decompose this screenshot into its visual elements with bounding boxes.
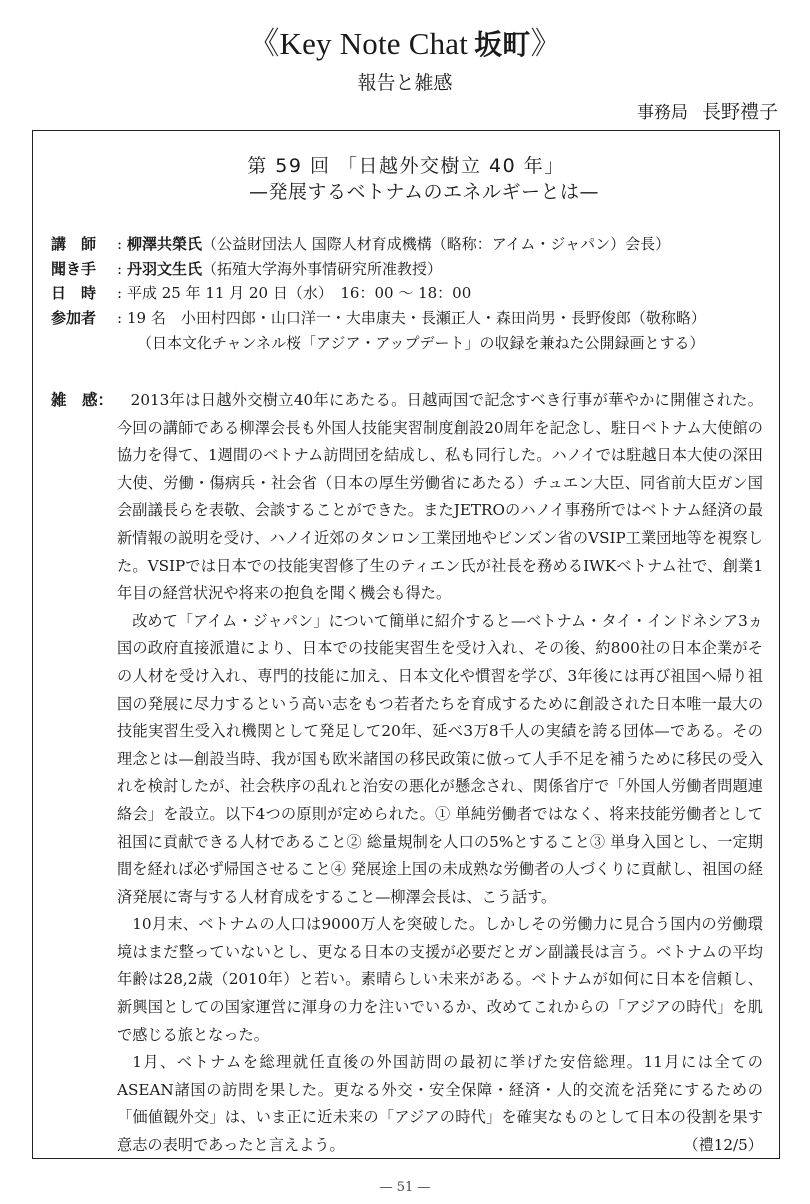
lecture-title-block — [33, 153, 779, 205]
main-title — [0, 22, 810, 67]
signature: （禮12/5） — [683, 1136, 763, 1155]
info-colon: : — [117, 284, 123, 303]
recording-note: （日本文化チャンネル桜「アジア・アップデート」の収録を兼ねた公開録画とする） — [137, 334, 705, 353]
lecture-subtitle: —発展するベトナムのエネルギーとは— — [248, 181, 600, 203]
lecture-title: 第 59 回 「日越外交樹立 40 年」 — [247, 155, 565, 177]
interviewer-name: 丹羽文生氏 — [127, 259, 203, 278]
event-info — [51, 232, 771, 356]
page-number: — 51 — — [379, 1180, 431, 1195]
interviewer-affiliation: （拓殖大学海外事情研究所准教授） — [202, 259, 443, 278]
title-prefix: 《Key Note Chat — [248, 26, 469, 61]
date-value: 平成 25 年 11 月 20 日（水） 16：00 〜 18：00 — [127, 284, 472, 303]
info-row-speaker — [51, 232, 771, 257]
author-line — [637, 98, 778, 127]
title-suffix: 》 — [530, 26, 562, 61]
header-subtitle: 報告と雑感 — [357, 72, 453, 94]
title-kanji: 坂町 — [474, 28, 531, 61]
essay-paragraph-4 — [117, 1049, 763, 1159]
essay-paragraph-4-text: 1月、ベトナムを総理就任直後の外国訪問の最初に挙げた安倍総理。11月には全てのASEAN諸国の訪問を果した。更なる外交・安全保障・経済・人的交流を活発にするための「価値観外交」は、いま正に近未来の「アジアの時代」を確実なものとして日本の役割を果す意志の表明であったと言えよう。 — [117, 1053, 763, 1155]
essay-paragraph-1: 2013年は日越外交樹立40年にあたる。日越両国で記念すべき行事が華やかに開催された。今回の講師である柳澤会長も外国人技能実習制度創設20周年を記念し、駐日ベトナム大使館の協力を得て、1週間のベトナム訪問団を結成し、私も同行した。ハノイでは駐越日本大使の深田大使、労働・傷病兵・社会省（日本の厚生労働省にあたる）チュエン大臣、同省前大臣ガン国会副議長らを表敬、会談することができた。またJETROのハノイ事務所ではベトナム経済の最新情報の説明を受け、ハノイ近郊のタンロン工業団地やビンズン省のVSIP工業団地等を視察した。VSIPでは日本での技能実習修了生のティエン氏が社長を務めるIWKベトナム社で、創業1年目の経営状況や将来の抱負を聞く機会も得た。 — [117, 391, 763, 603]
speaker-name: 柳澤共榮氏 — [127, 235, 203, 253]
participants-value: 19 名 小田村四郎・山口洋一・大串康夫・長瀬正人・森田尚男・長野俊郎（敬称略） — [127, 308, 706, 327]
date-label: 日 時 — [51, 284, 97, 303]
author-name: 長野禮子 — [701, 101, 778, 123]
info-colon: : — [117, 259, 123, 278]
essay-paragraph-2: 改めて「アイム・ジャパン」について簡単に紹介すると—ベトナム・タイ・インドネシア3ヵ国の政府直接派遣により、日本での技能実習生を受け入れ、その後、約800社の日本企業がその人材を受け入れ、専門的技能に加え、日本文化や慣習を学び、3年後には再び祖国へ帰り祖国の発展に尽力するという高い志をもつ若者たちを育成するために創設された日本唯一最大の技能実習生受入れ機関として発足して20年、延べ3万8千人の実績を誇る団体—である。その理念とは—創設当時、我が国も欧米諸国の移民政策に倣って人手不足を補うために移民の受入れを検討したが、社会秩序の乱れと治安の悪化が懸念され、関係省庁で「外国人労働者問題連絡会」を設立。以下4つの原則が定められた。① 単純労働者ではなく、将来技能労働者として祖国に貢献できる人材であること② 総量規制を人口の5%とすること③ 単身入国とし、一定期間を経れば必ず帰国させること④ 発展途上国の未成熟な労働者の人づくりに貢献し、祖国の経済発展に寄与する人材育成をすること—柳澤会長は、こう話す。 — [117, 611, 764, 906]
info-row-participants — [51, 306, 771, 331]
info-row-interviewer — [51, 257, 771, 282]
essay-body — [117, 387, 763, 1160]
essay-paragraph-3: 10月末、ベトナムの人口は9000万人を突破した。しかしその労働力に見合う国内の労働環境はまだ整っていないとし、更なる日本の支援が必要だとガン副議長は言う。ベトナムの平均年齢は28,2歳（2010年）と若い。素晴らしい未来がある。ベトナムが如何に日本を信頼し、新興国としての国家運営に渾身の力を注いでいるか、改めてこれからの「アジアの時代」を肌で感じる旅となった。 — [117, 915, 763, 1044]
author-role: 事務局 — [636, 103, 688, 123]
interviewer-label: 聞き手 — [51, 259, 97, 278]
info-colon: : — [117, 308, 123, 327]
info-row-date — [51, 281, 771, 306]
speaker-value — [127, 232, 670, 257]
interviewer-value — [127, 257, 442, 282]
page-header — [0, 22, 810, 97]
report-box — [32, 130, 780, 1159]
essay-label: 雑 感： — [51, 391, 114, 409]
info-colon: : — [117, 235, 123, 253]
speaker-label: 講 師 — [51, 235, 97, 253]
speaker-affiliation: （公益財団法人 国際人材育成機構（略称：アイム・ジャパン）会長） — [202, 235, 671, 253]
participants-label: 参加者 — [51, 308, 97, 327]
